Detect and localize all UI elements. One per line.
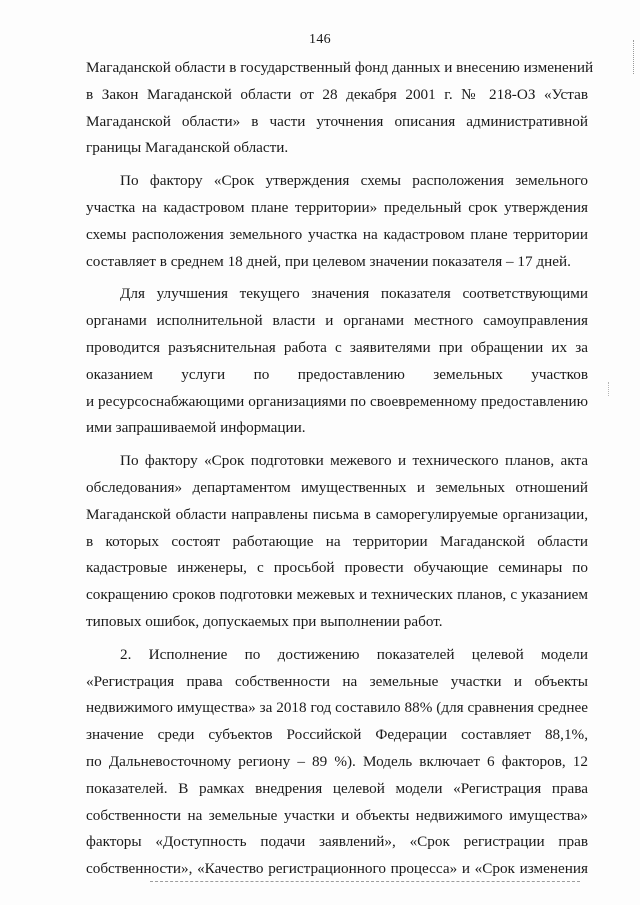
text-line: «Регистрация права собственности на земельные участки и объекты bbox=[86, 672, 588, 690]
text-line: сокращению сроков подготовки межевых и технических планов, с указанием bbox=[86, 586, 588, 604]
paragraph-schema-term bbox=[86, 168, 588, 275]
text-line: собственности», «Качество регистрационного процесса» и «Срок изменения bbox=[86, 860, 588, 878]
text-line: обследования» департаментом имущественных и земельных отношений bbox=[86, 478, 588, 496]
text-line: границы Магаданской области. bbox=[86, 139, 289, 157]
paragraph-survey-plans bbox=[86, 448, 588, 636]
text-line: и ресурсоснабжающими организациями по своевременному предоставлению bbox=[86, 392, 588, 410]
text-line: Для улучшения текущего значения показателя соответствующими bbox=[120, 285, 588, 303]
text-line: органами исполнительной власти и органами местного самоуправления bbox=[86, 312, 588, 330]
page-number: 146 bbox=[309, 32, 331, 47]
text-line: в которых состоят работающие на территории Магаданской области bbox=[86, 532, 588, 550]
text-line: недвижимого имущества» за 2018 год составило 88% (для сравнения среднее bbox=[86, 699, 588, 717]
paragraph-improvement bbox=[86, 281, 588, 442]
text-line: схемы расположения земельного участка на кадастровом плане территории bbox=[86, 225, 588, 243]
text-line: Магаданской области в государственный фонд данных и внесению изменений bbox=[86, 59, 594, 76]
text-line: собственности на земельные участки и объекты недвижимого имущества» bbox=[86, 806, 588, 824]
text-line: в Закон Магаданской области от 28 декабря 2001 г. № 218-ОЗ «Устав bbox=[86, 85, 588, 103]
text-line: оказанием услуги по предоставлению земельных участков bbox=[86, 365, 588, 383]
text-line: проводится разъяснительная работа с заявителями при обращении их за bbox=[86, 338, 588, 356]
text-line: Магаданской области направлены письма в саморегулируемые организации, bbox=[86, 505, 588, 523]
text-line: По фактору «Срок утверждения схемы расположения земельного bbox=[120, 172, 588, 190]
text-line: 2. Исполнение по достижению показателей целевой модели bbox=[120, 645, 588, 663]
paragraph-registration-model bbox=[86, 642, 588, 883]
scan-stray-mark bbox=[608, 382, 610, 396]
text-line: значение среди субъектов Российской Федерации составляет 88,1%, bbox=[86, 726, 588, 744]
text-line: по Дальневосточному региону – 89 %). Модель включает 6 факторов, 12 bbox=[86, 752, 588, 770]
document-body bbox=[86, 55, 594, 883]
text-line: кадастровые инженеры, с просьбой провести обучающие семинары по bbox=[86, 559, 588, 577]
text-line: Магаданской области» в части уточнения описания административной bbox=[86, 112, 588, 130]
scan-edge-mark bbox=[633, 40, 638, 74]
text-line: типовых ошибок, допускаемых при выполнении работ. bbox=[86, 612, 443, 630]
scan-bottom-edge bbox=[150, 881, 580, 883]
text-line: По фактору «Срок подготовки межевого и технического планов, акта bbox=[120, 452, 588, 470]
text-line: составляет в среднем 18 дней, при целевом значении показателя – 17 дней. bbox=[86, 252, 571, 270]
text-line: участка на кадастровом плане территории» предельный срок утверждения bbox=[86, 198, 588, 216]
text-line: ими запрашиваемой информации. bbox=[86, 419, 306, 437]
paragraph-continuation bbox=[86, 55, 594, 162]
text-line: факторы «Доступность подачи заявлений», «Срок регистрации прав bbox=[86, 833, 588, 851]
text-line: показателей. В рамках внедрения целевой модели «Регистрация права bbox=[86, 779, 588, 797]
